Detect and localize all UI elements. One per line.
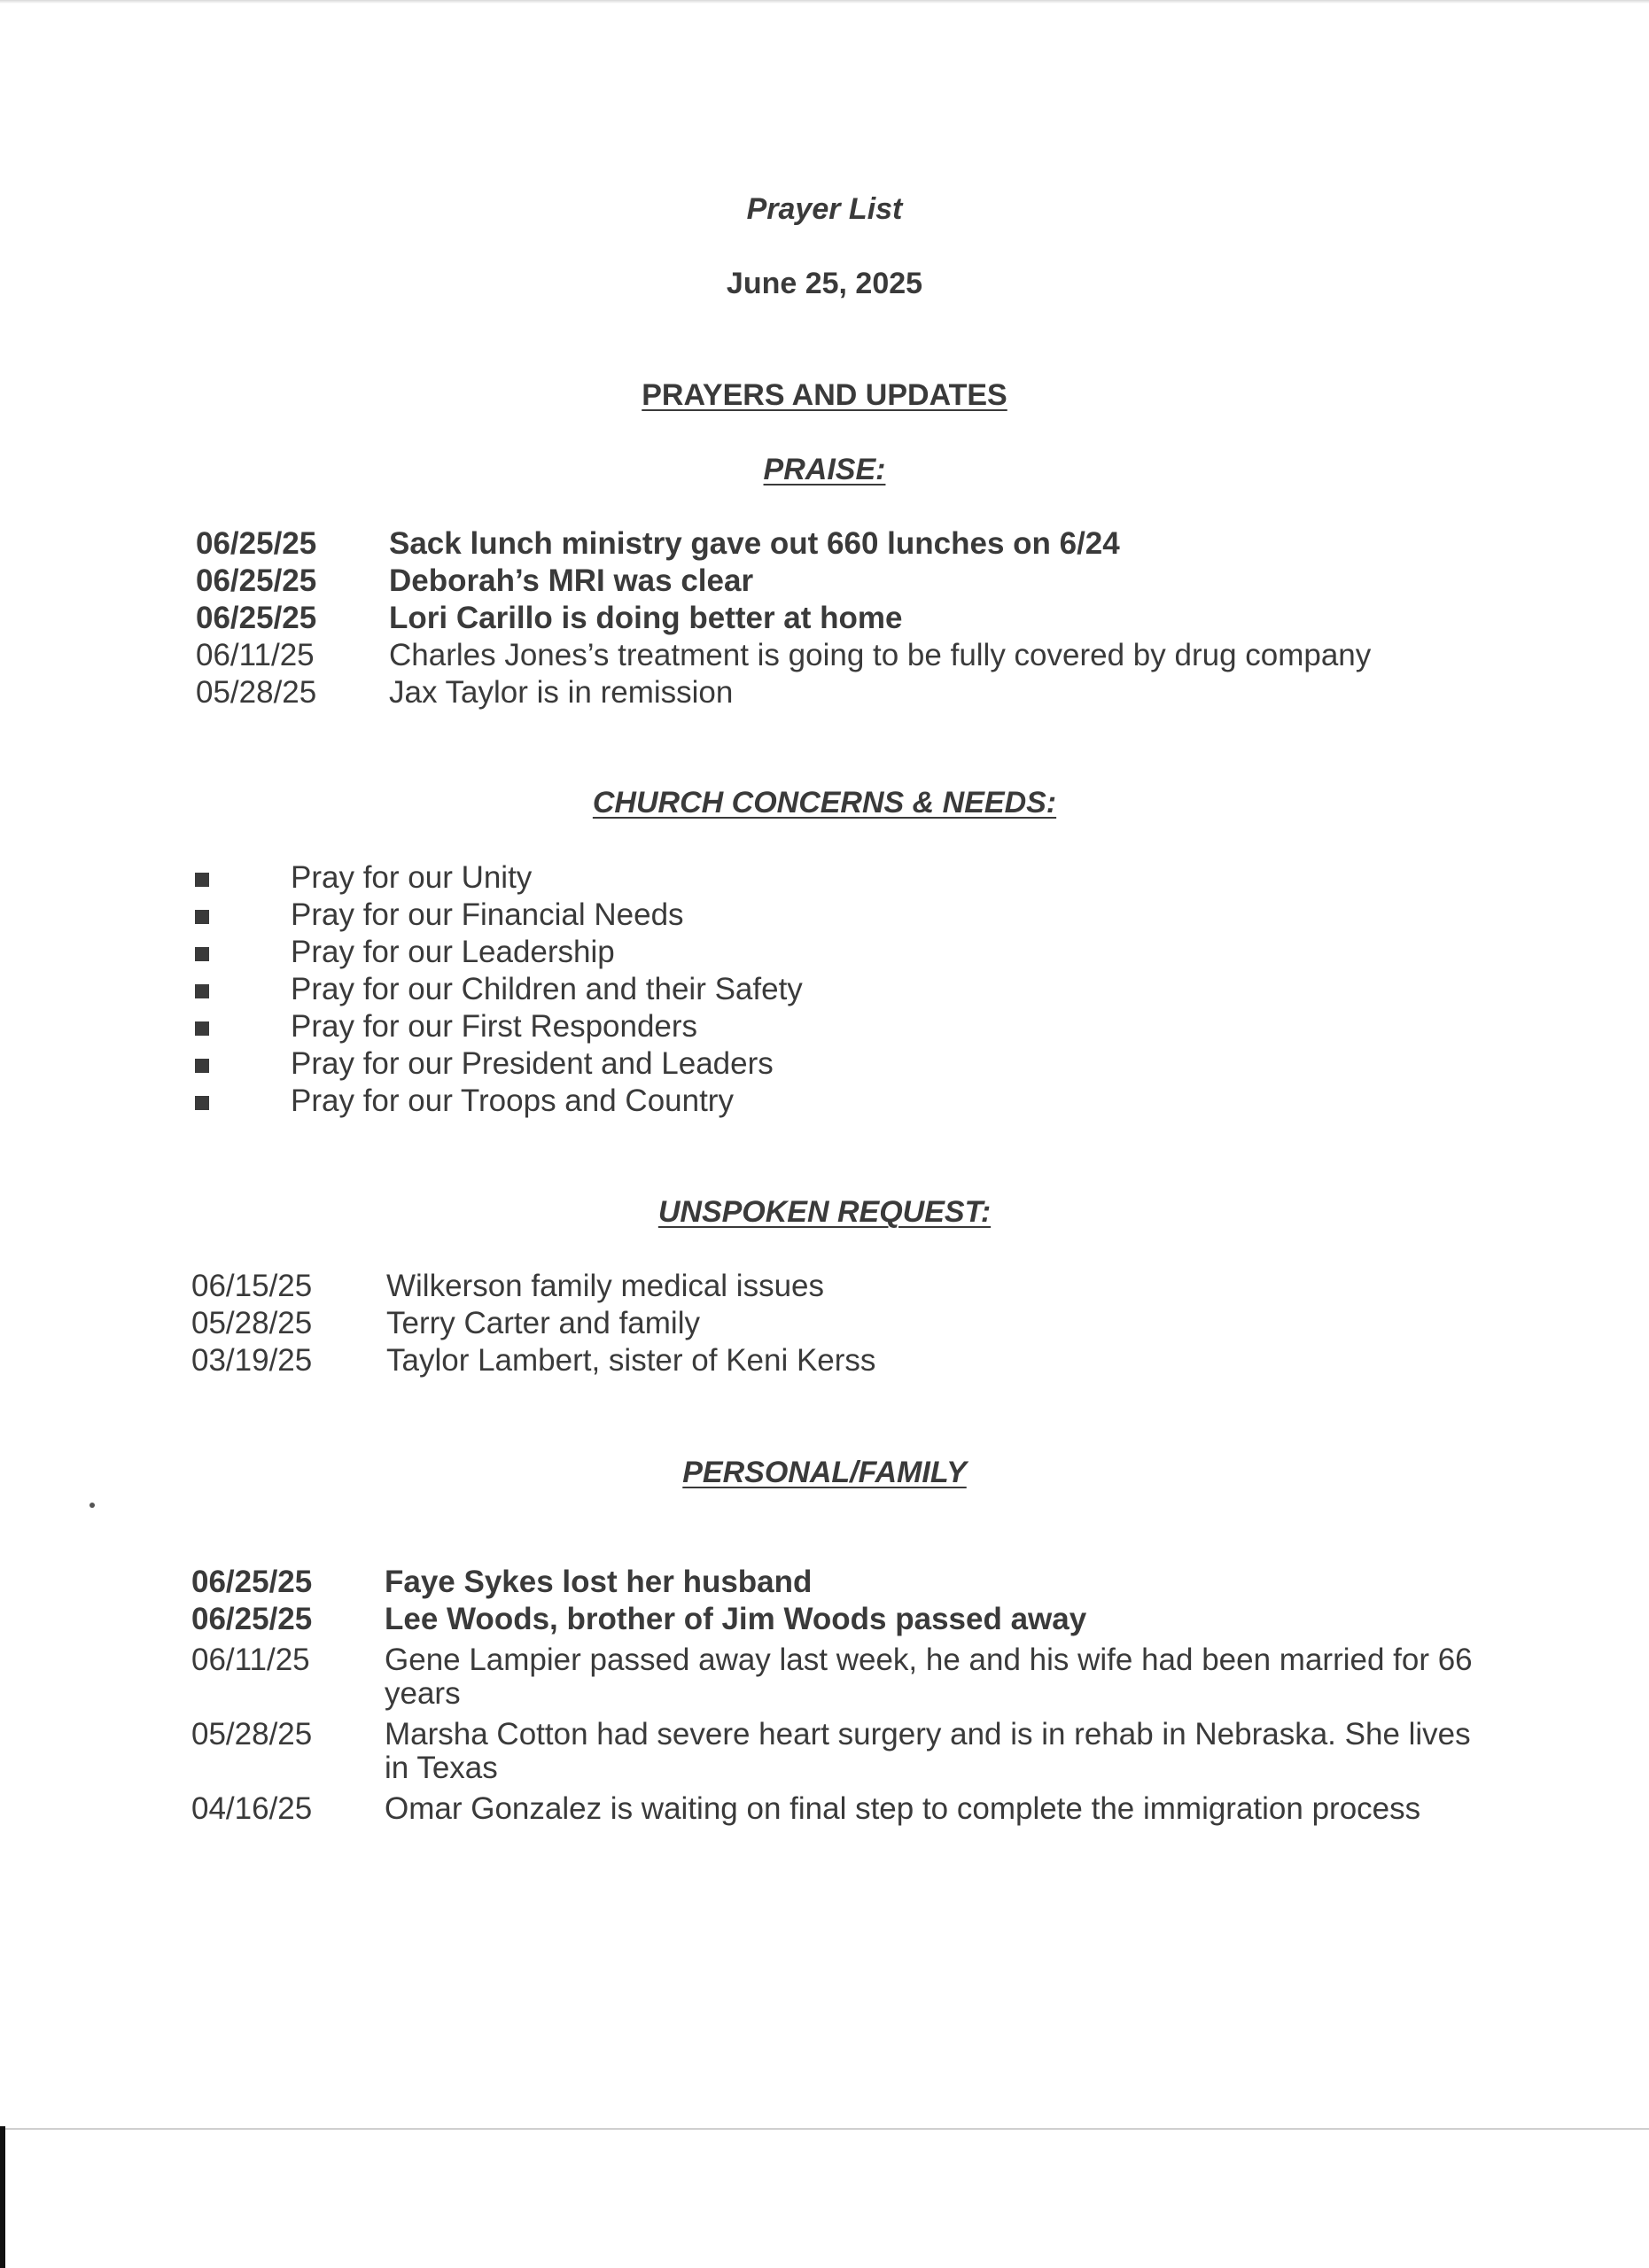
square-bullet-icon (195, 910, 209, 924)
personal-item-date: 06/11/25 (191, 1643, 310, 1677)
document-title: Prayer List (746, 192, 903, 226)
unspoken-item-date: 03/19/25 (191, 1343, 313, 1378)
concern-item-text: Pray for our President and Leaders (291, 1046, 774, 1081)
personal-item-date: 05/28/25 (191, 1717, 313, 1751)
scan-bottom-line (0, 2128, 1649, 2130)
square-bullet-icon (195, 1021, 209, 1036)
praise-item-date: 05/28/25 (196, 675, 317, 710)
praise-item-text: Lori Carillo is doing better at home (389, 601, 903, 635)
praise-item-date: 06/25/25 (196, 563, 317, 598)
unspoken-heading: UNSPOKEN REQUEST: (657, 1195, 992, 1229)
scan-speck (89, 1503, 95, 1508)
square-bullet-icon (195, 1096, 209, 1110)
square-bullet-icon (195, 984, 209, 998)
church-concerns-heading: CHURCH CONCERNS & NEEDS: (592, 786, 1057, 819)
unspoken-item-date: 05/28/25 (191, 1306, 313, 1340)
personal-item-date: 06/25/25 (191, 1602, 313, 1636)
scan-left-edge (0, 2126, 5, 2268)
unspoken-item-text: Taylor Lambert, sister of Keni Kerss (386, 1343, 876, 1378)
personal-item-date: 04/16/25 (191, 1791, 313, 1826)
concern-item-text: Pray for our Leadership (291, 935, 615, 969)
personal-item-text: Omar Gonzalez is waiting on final step to complete the immigration process (385, 1791, 1421, 1826)
unspoken-item-date: 06/15/25 (191, 1269, 313, 1303)
concern-item-text: Pray for our Unity (291, 860, 533, 895)
praise-item-date: 06/11/25 (196, 638, 315, 672)
square-bullet-icon (195, 873, 209, 887)
document-date: June 25, 2025 (726, 267, 923, 300)
personal-item-text: Faye Sykes lost her husband (385, 1565, 813, 1599)
unspoken-item-text: Terry Carter and family (386, 1306, 700, 1340)
praise-item-text: Jax Taylor is in remission (389, 675, 734, 710)
personal-item-text: Gene Lampier passed away last week, he and his wife had been married for 66 years (385, 1643, 1473, 1711)
square-bullet-icon (195, 1059, 209, 1073)
personal-family-heading: PERSONAL/FAMILY (682, 1456, 967, 1489)
personal-item-date: 06/25/25 (191, 1565, 313, 1599)
personal-item-text: Lee Woods, brother of Jim Woods passed away (385, 1602, 1087, 1636)
concern-item-text: Pray for our Troops and Country (291, 1084, 734, 1118)
praise-heading: PRAISE: (763, 453, 886, 486)
praise-item-text: Sack lunch ministry gave out 660 lunches on 6/24 (389, 526, 1120, 561)
concern-item-text: Pray for our Children and their Safety (291, 972, 803, 1006)
concern-item-text: Pray for our Financial Needs (291, 897, 684, 932)
unspoken-item-text: Wilkerson family medical issues (386, 1269, 825, 1303)
scan-top-edge (0, 0, 1649, 4)
square-bullet-icon (195, 947, 209, 961)
main-heading: PRAYERS AND UPDATES (642, 378, 1007, 412)
praise-item-text: Charles Jones’s treatment is going to be fully covered by drug company (389, 638, 1372, 672)
personal-item-text: Marsha Cotton had severe heart surgery and is in rehab in Nebraska. She lives in Texas (385, 1717, 1471, 1785)
praise-item-text: Deborah’s MRI was clear (389, 563, 754, 598)
praise-item-date: 06/25/25 (196, 526, 317, 561)
praise-item-date: 06/25/25 (196, 601, 317, 635)
concern-item-text: Pray for our First Responders (291, 1009, 698, 1044)
